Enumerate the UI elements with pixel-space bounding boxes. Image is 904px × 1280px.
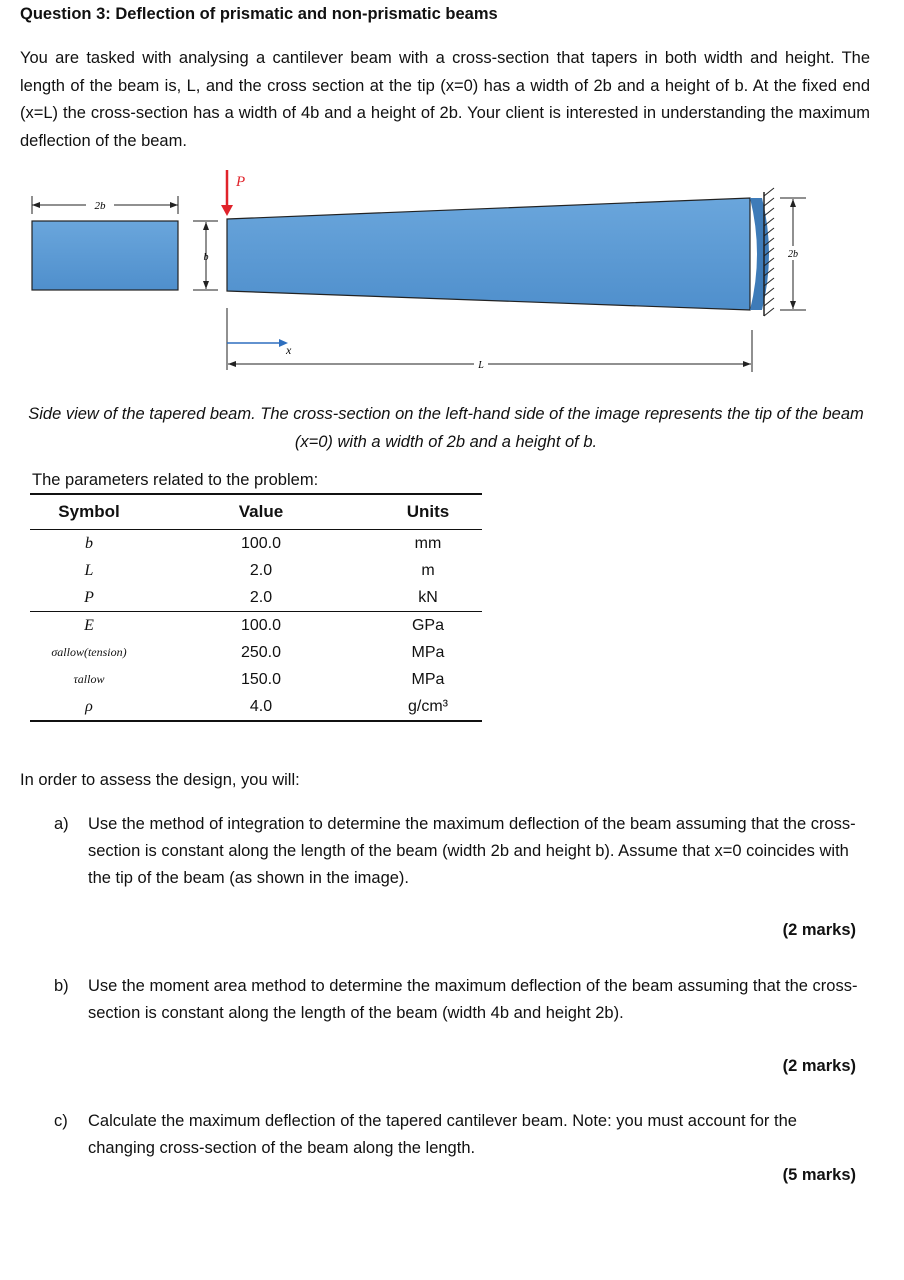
assessment-intro: In order to assess the design, you will:	[20, 771, 300, 789]
symbol-cell: b	[85, 534, 93, 552]
question-c-marks: (5 marks)	[782, 1166, 856, 1184]
header-units: Units	[374, 494, 482, 530]
x-label: x	[286, 343, 292, 357]
question-c-text: Calculate the maximum deflection of the tapered cantilever beam. Note: you must account for the changing cross-section of the beam along the length.	[88, 1112, 797, 1157]
parameters-table	[30, 493, 482, 722]
table-row	[30, 612, 482, 640]
symbol-cell: P	[30, 584, 148, 612]
header-symbol: Symbol	[30, 494, 148, 530]
table-row	[30, 639, 482, 666]
height-dimension-fixed	[780, 198, 806, 310]
question-b-marks: (2 marks)	[782, 1057, 856, 1075]
question-b-label: b)	[54, 977, 69, 995]
question-a-marks: (2 marks)	[782, 921, 856, 939]
fixed-support	[750, 188, 774, 316]
width-label: 2b	[94, 200, 106, 212]
symbol-cell: ρ	[30, 693, 148, 721]
table-row	[30, 530, 482, 558]
intro-paragraph: You are tasked with analysing a cantilever beam with a cross-section that tapers in both width and height. The length of the beam is, L, and the cross section at the tip (x=0) has a width of 2b and a height of b. At the fixed end (x=L) the cross-section has a width of 4b and a height of 2b. Your client is interested in understanding the maximum deflection of the beam.	[20, 49, 870, 150]
symbol-cell: τallow	[73, 672, 105, 686]
value-cell: 100.0	[240, 616, 282, 634]
length-label: L	[478, 360, 484, 371]
width-dimension	[32, 196, 178, 214]
value-cell: 2.0	[148, 584, 374, 612]
height-dimension-tip	[193, 221, 218, 290]
tapered-beam	[227, 198, 750, 310]
unit-cell: m	[421, 561, 435, 579]
value-cell: 4.0	[148, 693, 374, 721]
x-axis	[227, 308, 292, 370]
length-dimension	[228, 330, 752, 372]
value-cell: 2.0	[249, 561, 273, 579]
figure-caption: Side view of the tapered beam. The cross-section on the left-hand side of the image represents the tip of the beam (x=0) with a width of 2b and a height of b.	[28, 405, 864, 451]
question-a-text: Use the method of integration to determine the maximum deflection of the beam assuming that the cross-section is constant along the length of the beam (width 2b and height b). Assume that x=0 coincides with the tip of the beam (as shown in the image).	[88, 815, 856, 887]
unit-cell: mm	[414, 534, 442, 552]
table-row	[30, 557, 482, 584]
table-row	[30, 666, 482, 693]
question-title: Question 3: Deflection of prismatic and non-prismatic beams	[20, 5, 498, 23]
tip-height-label: b	[203, 252, 209, 263]
value-cell: 150.0	[240, 670, 282, 688]
parameters-heading: The parameters related to the problem:	[32, 471, 319, 489]
question-a-label: a)	[54, 815, 69, 833]
table-row	[30, 693, 482, 721]
unit-cell: kN	[374, 584, 482, 612]
value-cell: 100.0	[240, 534, 282, 552]
header-value: Value	[148, 494, 374, 530]
symbol-cell: E	[84, 616, 94, 634]
parameters-table-wrap	[30, 493, 482, 722]
unit-cell: MPa	[411, 670, 445, 688]
table-header-row	[30, 494, 482, 530]
table-row	[30, 584, 482, 612]
unit-cell: g/cm³	[374, 693, 482, 721]
cross-section-rect	[32, 221, 178, 290]
symbol-cell: σallow(tension)	[51, 645, 127, 659]
load-label: P	[236, 174, 246, 190]
beam-diagram	[0, 160, 904, 390]
fixed-height-label: 2b	[788, 249, 798, 260]
symbol-cell: L	[84, 561, 94, 579]
question-b-text: Use the moment area method to determine the maximum deflection of the beam assuming that the cross-section is constant along the length of the beam (width 4b and height 2b).	[88, 977, 858, 1022]
load-arrow	[221, 170, 245, 216]
question-c-label: c)	[54, 1112, 68, 1130]
unit-cell: GPa	[411, 616, 444, 634]
unit-cell: MPa	[411, 643, 445, 661]
value-cell: 250.0	[240, 643, 282, 661]
